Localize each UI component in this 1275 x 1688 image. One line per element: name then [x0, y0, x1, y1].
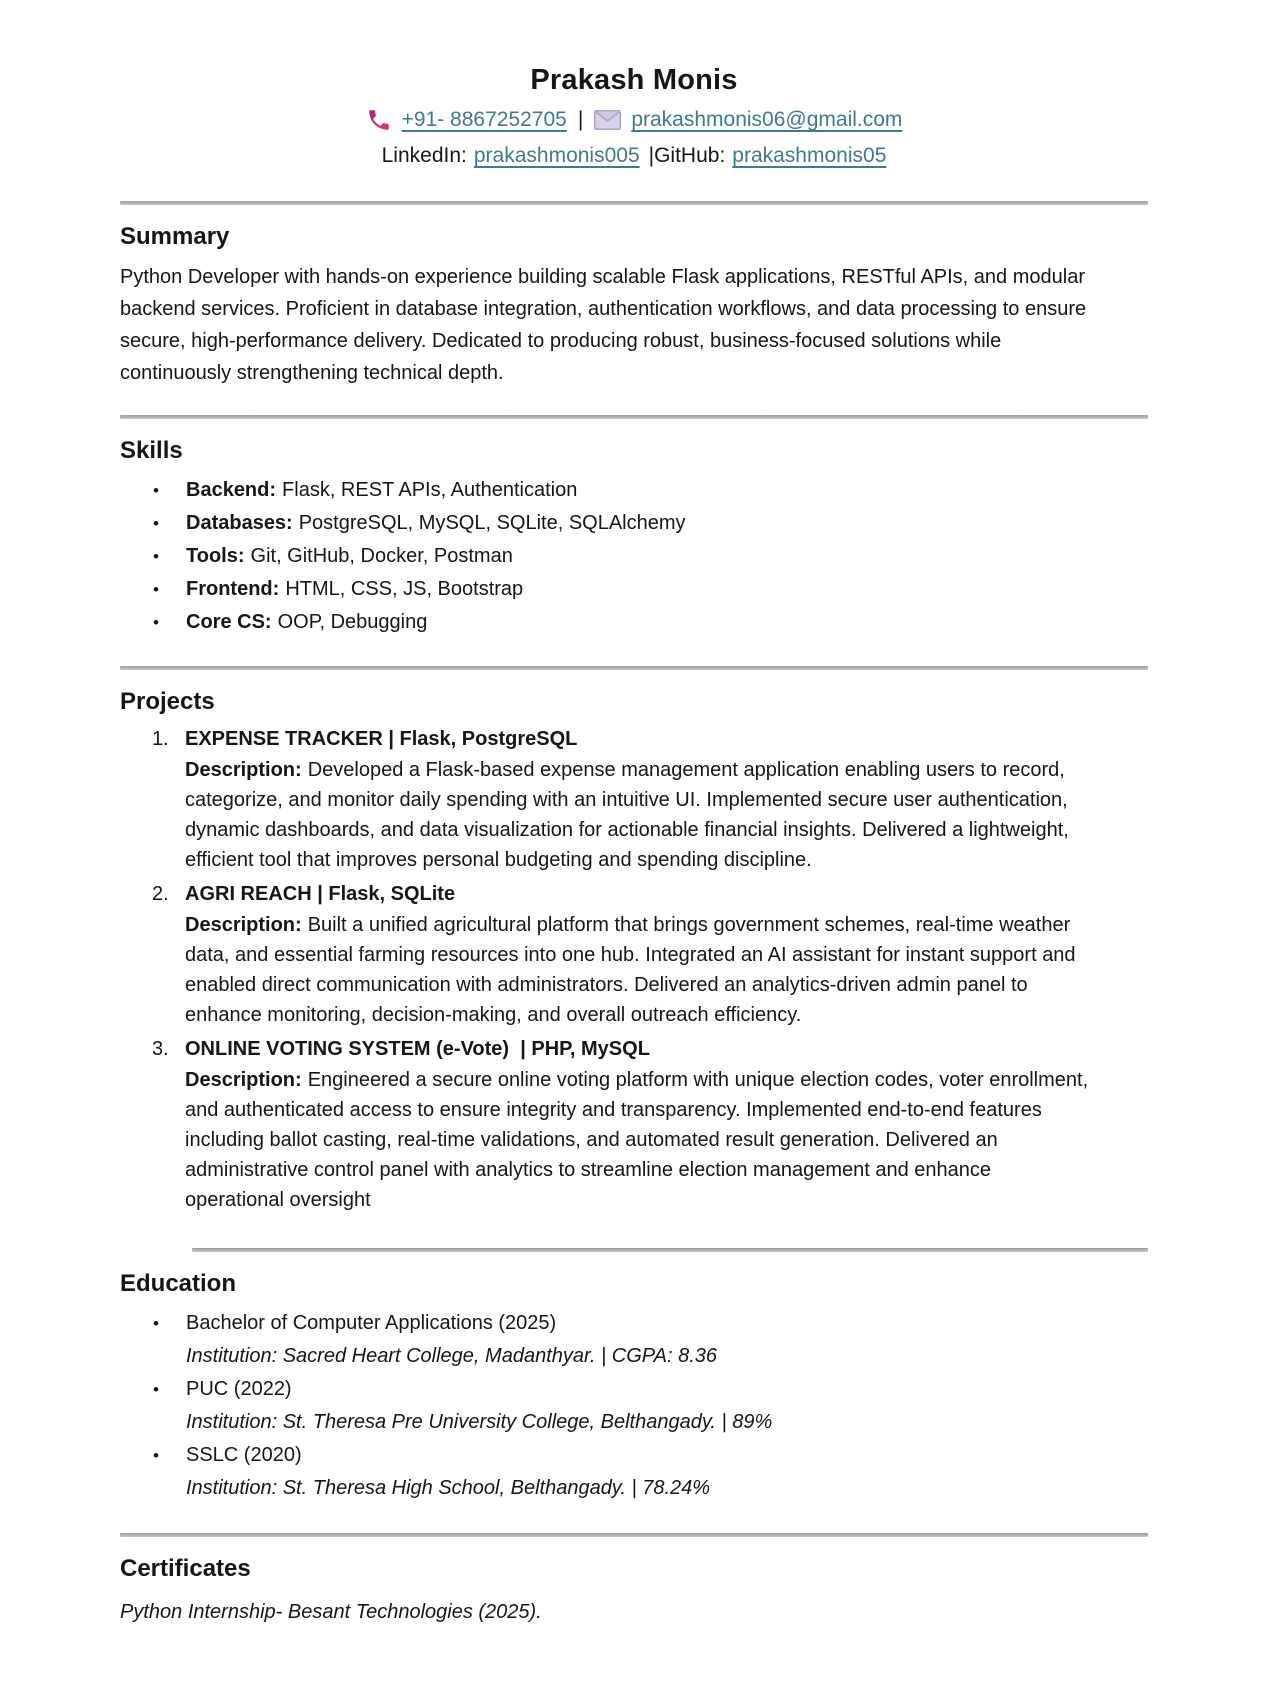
projects-heading: Projects [120, 688, 215, 715]
certificates-heading: Certificates [120, 1555, 251, 1582]
project-item [120, 1033, 1148, 1218]
header [120, 60, 1148, 172]
skills-heading: Skills [120, 437, 183, 464]
education-list [120, 1307, 1148, 1505]
description-label: Description: [185, 1069, 302, 1091]
section-education [120, 1269, 1148, 1505]
bullet-icon: • [153, 481, 159, 500]
linkedin-link[interactable]: prakashmonis005 [473, 144, 640, 167]
summary-text: Python Developer with hands-on experience building scalable Flask applications, RESTful APIs, and modular backend services. Proficient in database integration, authentication workflows, and data processing to ensure secure, high-performance delivery. Dedicated to producing robust, business-focused solutions while continuously strengthening technical depth. [120, 266, 1087, 384]
skill-category: Tools: [186, 545, 245, 567]
education-institution: Institution: Sacred Heart College, Madanthyar. | CGPA: 8.36 [186, 1345, 718, 1367]
skill-category: Databases: [186, 512, 293, 534]
section-certificates [120, 1554, 1148, 1628]
section-projects [120, 687, 1148, 1218]
section-divider [120, 666, 1148, 670]
contact-line-2 [120, 139, 1148, 172]
description-label: Description: [185, 914, 302, 936]
education-degree: Bachelor of Computer Applications (2025) [186, 1312, 557, 1334]
skill-item [120, 474, 1148, 507]
bullet-icon: • [153, 547, 159, 566]
skill-category: Frontend: [186, 578, 280, 600]
project-title: EXPENSE TRACKER | Flask, PostgreSQL [185, 728, 578, 750]
skill-values: OOP, Debugging [277, 611, 428, 633]
linkedin-label: LinkedIn: [381, 144, 467, 167]
projects-list [120, 723, 1148, 1218]
section-divider [120, 201, 1148, 205]
project-item [120, 878, 1148, 1033]
education-institution: Institution: St. Theresa High School, Belthangady. | 78.24% [186, 1477, 711, 1499]
project-number: 2. [152, 883, 169, 905]
education-item [120, 1439, 1148, 1505]
skill-item [120, 606, 1148, 639]
education-degree: SSLC (2020) [186, 1444, 302, 1466]
section-divider [120, 1533, 1148, 1537]
skill-values: Git, GitHub, Docker, Postman [250, 545, 513, 567]
skill-category: Backend: [186, 479, 277, 501]
page-title: Prakash Monis [530, 64, 738, 96]
description-label: Description: [185, 759, 302, 781]
bullet-icon: • [153, 613, 159, 632]
section-skills [120, 436, 1148, 639]
skill-item [120, 540, 1148, 573]
project-title: AGRI REACH | Flask, SQLite [185, 883, 456, 905]
section-summary [120, 222, 1148, 389]
skill-category: Core CS: [186, 611, 272, 633]
phone-link[interactable]: +91- 8867252705 [401, 108, 567, 131]
bullet-icon: • [153, 1380, 159, 1399]
education-item [120, 1373, 1148, 1439]
contact-separator: | [577, 108, 584, 131]
bullet-icon: • [153, 1446, 159, 1465]
education-item [120, 1307, 1148, 1373]
bullet-icon: • [153, 514, 159, 533]
project-description [185, 1065, 1093, 1215]
project-description [185, 910, 1093, 1030]
contact-line-1 [120, 103, 1148, 136]
bullet-icon: • [153, 1314, 159, 1333]
education-institution: Institution: St. Theresa Pre University College, Belthangady. | 89% [186, 1411, 773, 1433]
email-link[interactable]: prakashmonis06@gmail.com [631, 108, 903, 131]
project-number: 3. [152, 1038, 169, 1060]
skills-list [120, 474, 1148, 639]
envelope-icon [594, 110, 621, 130]
description-text: Developed a Flask-based expense management application enabling users to record, categorize, and monitor daily spending with an intuitive UI. Implemented secure user authentication, dynamic dashboards, and data visualization for actionable financial insights. Delivered a lightweight, efficient tool that improves personal budgeting and spending discipline. [185, 759, 1069, 871]
skill-values: HTML, CSS, JS, Bootstrap [285, 578, 524, 600]
summary-heading: Summary [120, 223, 230, 250]
skill-item [120, 507, 1148, 540]
project-item [120, 723, 1148, 878]
project-description [185, 755, 1093, 875]
skill-values: Flask, REST APIs, Authentication [282, 479, 578, 501]
certificate-text: Python Internship- Besant Technologies (2025). [120, 1601, 542, 1623]
project-title: ONLINE VOTING SYSTEM (e-Vote) | PHP, MySQL [185, 1038, 650, 1060]
education-heading: Education [120, 1270, 237, 1297]
skill-item [120, 573, 1148, 606]
github-label: |GitHub: [648, 144, 726, 167]
education-degree: PUC (2022) [186, 1378, 292, 1400]
skill-values: PostgreSQL, MySQL, SQLite, SQLAlchemy [298, 512, 686, 534]
description-text: Engineered a secure online voting platform with unique election codes, voter enrollment, and authenticated access to ensure integrity and transparency. Implemented end-to-end features including ballot casting, real-time validations, and automated result generation. Delivered an administrative control panel with analytics to streamline election management and enhance operational oversight [185, 1069, 1089, 1211]
section-divider [192, 1248, 1148, 1252]
phone-icon [366, 107, 392, 133]
github-link[interactable]: prakashmonis05 [732, 144, 887, 167]
section-divider [120, 415, 1148, 419]
project-number: 1. [152, 728, 169, 750]
description-text: Built a unified agricultural platform that brings government schemes, real-time weather data, and essential farming resources into one hub. Integrated an AI assistant for instant support and enabled direct communication with administrators. Delivered an analytics-driven admin panel to enhance monitoring, decision-making, and overall outreach efficiency. [185, 914, 1076, 1026]
bullet-icon: • [153, 580, 159, 599]
